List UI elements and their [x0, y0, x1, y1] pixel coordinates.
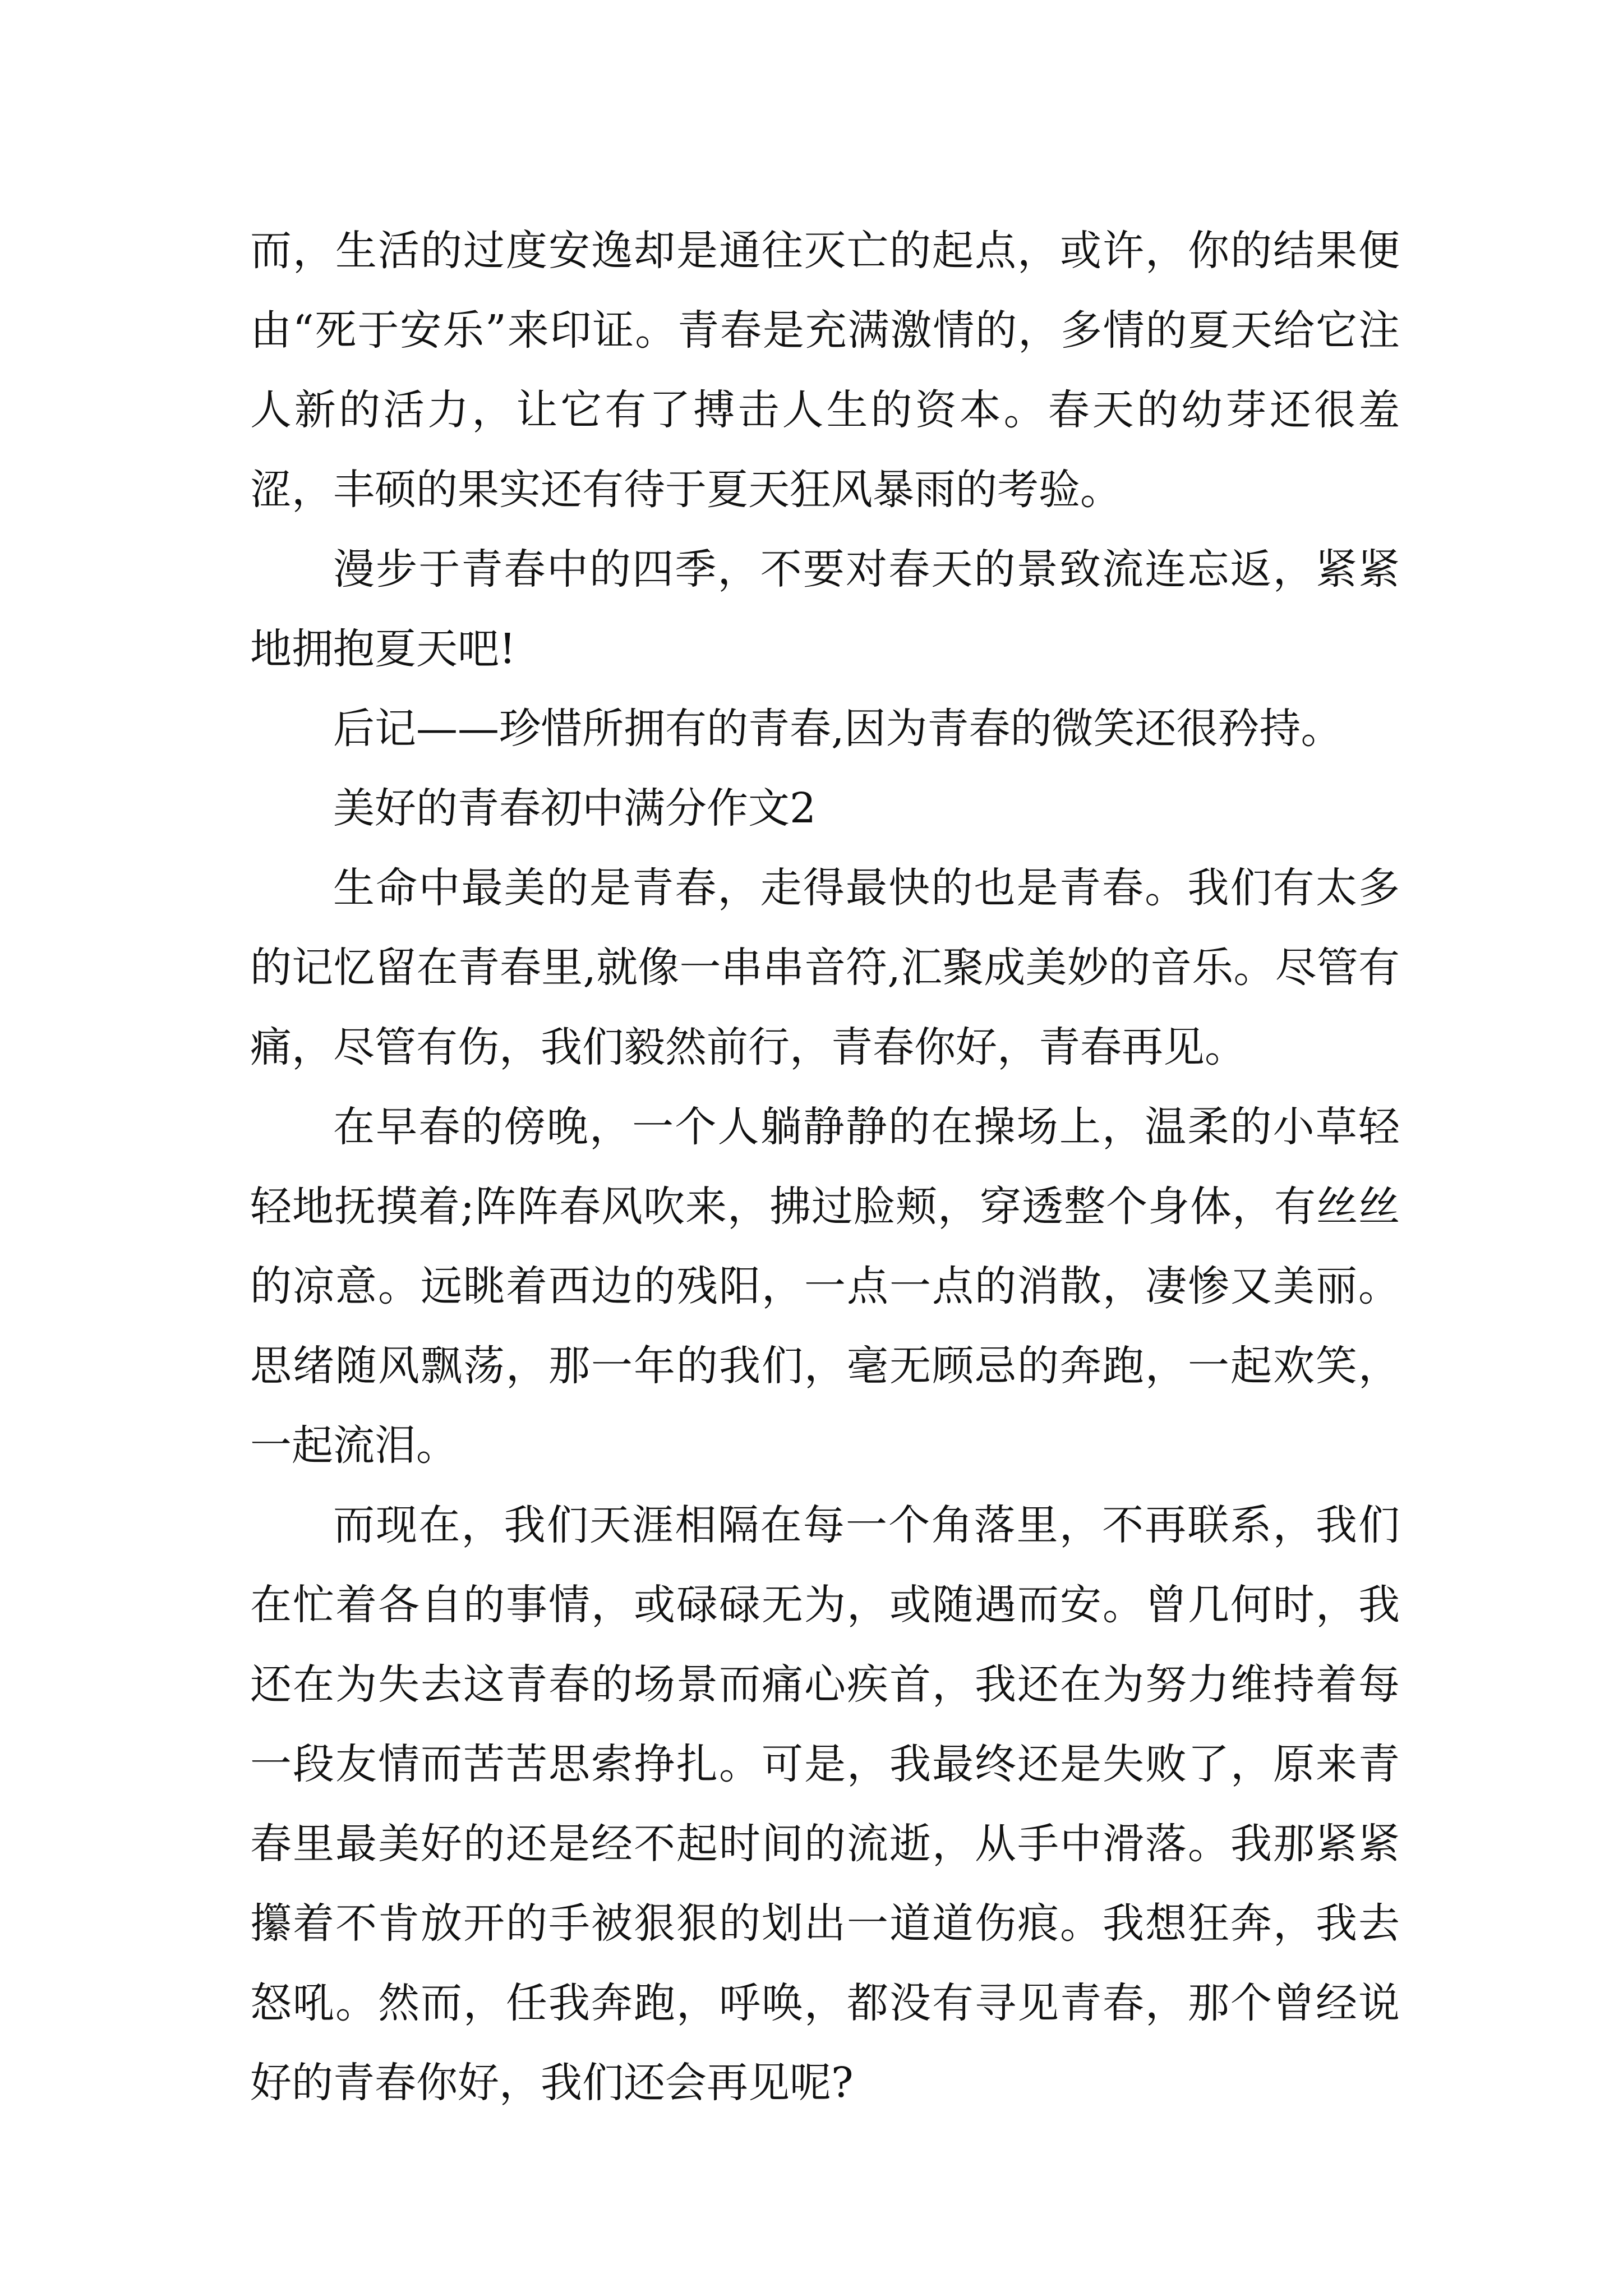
paragraph-5: 在早春的傍晚，一个人躺静静的在操场上，温柔的小草轻轻地抚摸着;阵阵春风吹来，拂过脸颊，穿透整个身体，有丝丝的凉意。远眺着西边的残阳，一点一点的消散，凄惨又美丽。思绪随风飘荡，那一年的我们，毫无顾忌的奔跑，一起欢笑，一起流泪。 [250, 1103, 1400, 1470]
paragraph-2: 漫步于青春中的四季，不要对春天的景致流连忘返，紧紧地拥抱夏天吧! [250, 545, 1400, 673]
paragraph-6: 而现在，我们天涯相隔在每一个角落里，不再联系，我们在忙着各自的事情，或碌碌无为，或随遇而安。曾几何时，我还在为失去这青春的场景而痛心疾首，我还在为努力维持着每一段友情而苦苦思索挣扎。可是，我最终还是失败了，原来青春里最美好的还是经不起时间的流逝，从手中滑落。我那紧紧攥着不肯放开的手被狠狠的划出一道道伤痕。我想狂奔，我去怒吼。然而，任我奔跑，呼唤，都没有寻见青春，那个曾经说好的青春你好，我们还会再见呢? [250, 1501, 1400, 2107]
paragraph-3-postscript: 后记——珍惜所拥有的青春,因为青春的微笑还很矜持。 [333, 705, 1343, 753]
essay-body [250, 211, 1400, 2123]
paragraph-4: 生命中最美的是青春，走得最快的也是青春。我们有太多的记忆留在青春里,就像一串串音符,汇聚成美妙的音乐。尽管有痛，尽管有伤，我们毅然前行，青春你好，青春再见。 [250, 864, 1400, 1071]
essay-title: 美好的青春初中满分作文2 [333, 784, 817, 832]
paragraph-1: 而，生活的过度安逸却是通往灭亡的起点，或许，你的结果便由“死于安乐”来印证。青春是充满激情的，多情的夏天给它注人新的活力，让它有了搏击人生的资本。春天的幼芽还很羞涩，丰硕的果实还有待于夏天狂风暴雨的考验。 [250, 227, 1400, 514]
